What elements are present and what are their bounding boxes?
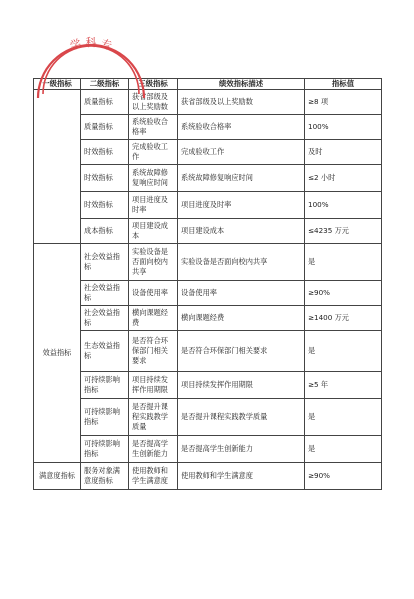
level3-cell: 横向课题经费 (129, 306, 178, 331)
description-cell: 完成验收工作 (178, 140, 305, 165)
level3-cell: 实验设备是否面向校内共享 (129, 244, 178, 281)
description-cell: 设备使用率 (178, 281, 305, 306)
description-cell: 是否提升课程实践教学质量 (178, 399, 305, 436)
value-cell: ≥90% (305, 463, 382, 490)
table-row (34, 192, 382, 219)
table-row (34, 436, 382, 463)
description-cell: 横向课题经费 (178, 306, 305, 331)
header-description: 绩效指标描述 (178, 79, 305, 90)
level3-cell: 完成验收工作 (129, 140, 178, 165)
description-cell: 系统故障修复响应时间 (178, 165, 305, 192)
level1-cell: 效益指标 (34, 244, 81, 463)
description-cell: 项目进度及时率 (178, 192, 305, 219)
level2-cell: 服务对象满意度指标 (81, 463, 129, 490)
value-cell: ≤4235 万元 (305, 219, 382, 244)
description-cell: 实验设备是否面向校内共享 (178, 244, 305, 281)
description-cell: 获省部级及以上奖励数 (178, 90, 305, 115)
value-cell: 100% (305, 192, 382, 219)
table-header-row (34, 79, 382, 90)
header-level1: 一级指标 (34, 79, 81, 90)
table-row (34, 90, 382, 115)
value-cell: 是 (305, 331, 382, 372)
performance-indicator-table (33, 78, 382, 490)
level2-cell: 可持续影响指标 (81, 372, 129, 399)
level2-cell: 成本指标 (81, 219, 129, 244)
level2-cell: 时效指标 (81, 140, 129, 165)
description-cell: 是否提高学生创新能力 (178, 436, 305, 463)
level3-cell: 项目进度及时率 (129, 192, 178, 219)
header-value: 指标值 (305, 79, 382, 90)
table-row (34, 331, 382, 372)
value-cell: 及时 (305, 140, 382, 165)
header-level2: 二级指标 (81, 79, 129, 90)
level3-cell: 获省部级及以上奖励数 (129, 90, 178, 115)
level2-cell: 质量指标 (81, 90, 129, 115)
header-level3: 三级指标 (129, 79, 178, 90)
level2-cell: 社会效益指标 (81, 281, 129, 306)
level3-cell: 系统故障修复响应时间 (129, 165, 178, 192)
level2-cell: 生态效益指标 (81, 331, 129, 372)
level3-cell: 设备使用率 (129, 281, 178, 306)
table-row (34, 219, 382, 244)
level3-cell: 是否符合环保部门相关要求 (129, 331, 178, 372)
level3-cell: 是否提高学生创新能力 (129, 436, 178, 463)
table-row (34, 306, 382, 331)
level2-cell: 时效指标 (81, 165, 129, 192)
value-cell: ≤2 小时 (305, 165, 382, 192)
description-cell: 项目持续发挥作用期限 (178, 372, 305, 399)
value-cell: 是 (305, 399, 382, 436)
table-row (34, 372, 382, 399)
value-cell: ≥8 项 (305, 90, 382, 115)
level3-cell: 项目持续发挥作用期限 (129, 372, 178, 399)
level2-cell: 社会效益指标 (81, 306, 129, 331)
description-cell: 使用教师和学生满意度 (178, 463, 305, 490)
value-cell: ≥90% (305, 281, 382, 306)
value-cell: 100% (305, 115, 382, 140)
table-row (34, 399, 382, 436)
description-cell: 系统验收合格率 (178, 115, 305, 140)
table-row (34, 165, 382, 192)
level3-cell: 是否提升课程实践教学质量 (129, 399, 178, 436)
table-row (34, 244, 382, 281)
level1-cell (34, 90, 81, 244)
table-row (34, 140, 382, 165)
level1-cell: 满意度指标 (34, 463, 81, 490)
value-cell: ≥5 年 (305, 372, 382, 399)
level2-cell: 时效指标 (81, 192, 129, 219)
level2-cell: 社会效益指标 (81, 244, 129, 281)
table-row (34, 115, 382, 140)
value-cell: 是 (305, 436, 382, 463)
table-row (34, 281, 382, 306)
value-cell: 是 (305, 244, 382, 281)
description-cell: 是否符合环保部门相关要求 (178, 331, 305, 372)
level2-cell: 可持续影响指标 (81, 399, 129, 436)
level3-cell: 使用教师和学生满意度 (129, 463, 178, 490)
svg-text:学 科 专: 学 科 专 (68, 36, 114, 53)
value-cell: ≥1400 万元 (305, 306, 382, 331)
table-row (34, 463, 382, 490)
description-cell: 项目建设成本 (178, 219, 305, 244)
level2-cell: 质量指标 (81, 115, 129, 140)
level3-cell: 项目建设成本 (129, 219, 178, 244)
level3-cell: 系统验收合格率 (129, 115, 178, 140)
level2-cell: 可持续影响指标 (81, 436, 129, 463)
